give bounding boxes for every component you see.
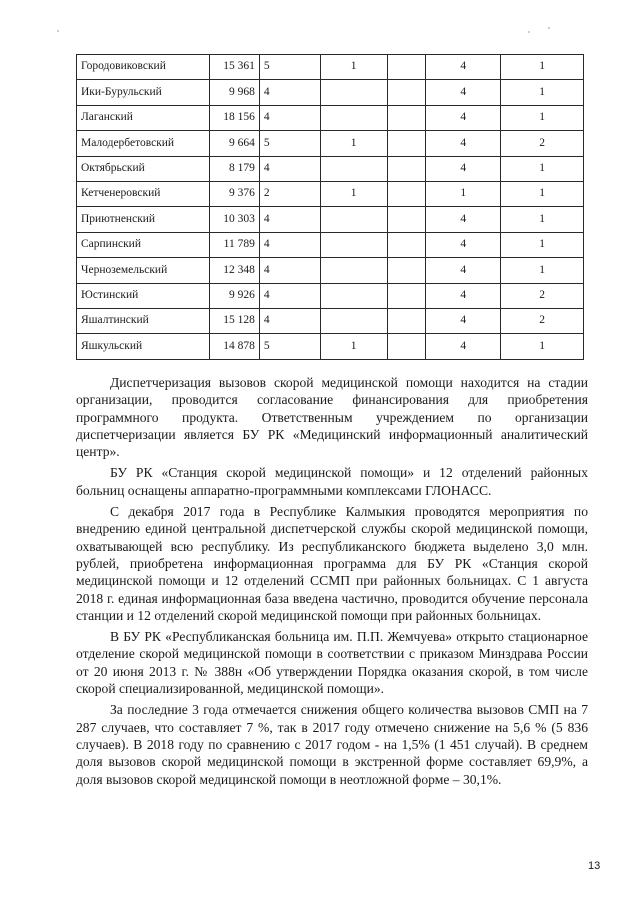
value-cell: 4 — [426, 80, 501, 105]
district-cell: Черноземельский — [77, 258, 210, 283]
district-cell: Яшалтинский — [77, 308, 210, 333]
value-cell: 1 — [320, 181, 387, 206]
district-cell: Малодербетовский — [77, 131, 210, 156]
value-cell: 2 — [501, 308, 584, 333]
value-cell — [387, 131, 426, 156]
value-cell: 1 — [501, 105, 584, 130]
value-cell: 4 — [259, 207, 320, 232]
table-row — [77, 156, 584, 181]
value-cell: 4 — [259, 258, 320, 283]
district-table — [76, 54, 584, 360]
value-cell: 5 — [259, 55, 320, 80]
value-cell — [387, 232, 426, 257]
population-cell: 9 664 — [209, 131, 259, 156]
population-cell: 15 128 — [209, 308, 259, 333]
value-cell: 4 — [426, 156, 501, 181]
population-cell: 9 926 — [209, 283, 259, 308]
table-row — [77, 80, 584, 105]
scan-speck — [57, 30, 59, 32]
value-cell: 4 — [426, 283, 501, 308]
value-cell — [320, 283, 387, 308]
district-cell: Лаганский — [77, 105, 210, 130]
district-cell: Приютненский — [77, 207, 210, 232]
value-cell: 4 — [426, 105, 501, 130]
district-table-body — [77, 55, 584, 360]
value-cell: 1 — [501, 80, 584, 105]
value-cell: 4 — [259, 308, 320, 333]
value-cell — [387, 258, 426, 283]
value-cell: 1 — [501, 156, 584, 181]
value-cell — [387, 156, 426, 181]
table-row — [77, 334, 584, 359]
population-cell: 14 878 — [209, 334, 259, 359]
population-cell: 9 376 — [209, 181, 259, 206]
value-cell: 4 — [259, 156, 320, 181]
value-cell — [320, 207, 387, 232]
value-cell — [387, 334, 426, 359]
district-cell: Ики-Бурульский — [77, 80, 210, 105]
district-cell: Юстинский — [77, 283, 210, 308]
population-cell: 8 179 — [209, 156, 259, 181]
table-row — [77, 131, 584, 156]
population-cell: 12 348 — [209, 258, 259, 283]
value-cell — [320, 105, 387, 130]
value-cell: 2 — [259, 181, 320, 206]
paragraph: БУ РК «Станция скорой медицинской помощи» и 12 отделений районных больниц оснащены аппаратно-программными комплексами ГЛОНАСС. — [76, 465, 588, 498]
population-cell: 10 303 — [209, 207, 259, 232]
table-row — [77, 55, 584, 80]
scan-speck — [528, 31, 530, 33]
paragraph: В БУ РК «Республиканская больница им. П.П. Жемчуева» открыто стационарное отделение скорой медицинской помощи в соответствии с приказом Минздрава России от 20 июня 2013 г. № 388н «Об утверждении Порядка оказания скорой, в том числе скорой специализированной, медицинской помощи». — [76, 629, 588, 697]
value-cell: 4 — [259, 232, 320, 257]
value-cell: 1 — [501, 258, 584, 283]
value-cell: 1 — [501, 55, 584, 80]
value-cell: 1 — [320, 55, 387, 80]
value-cell: 5 — [259, 131, 320, 156]
population-cell: 15 361 — [209, 55, 259, 80]
value-cell: 2 — [501, 283, 584, 308]
table-row — [77, 258, 584, 283]
value-cell: 4 — [426, 232, 501, 257]
table-row — [77, 207, 584, 232]
body-text — [76, 374, 588, 792]
population-cell: 11 789 — [209, 232, 259, 257]
value-cell: 4 — [426, 334, 501, 359]
value-cell: 1 — [501, 207, 584, 232]
value-cell — [387, 207, 426, 232]
value-cell — [387, 80, 426, 105]
value-cell — [320, 308, 387, 333]
table-row — [77, 105, 584, 130]
table-row — [77, 181, 584, 206]
value-cell: 1 — [501, 232, 584, 257]
value-cell: 4 — [259, 105, 320, 130]
value-cell: 4 — [426, 258, 501, 283]
district-cell: Кетченеровский — [77, 181, 210, 206]
value-cell: 4 — [426, 207, 501, 232]
page-number: 13 — [588, 860, 601, 872]
value-cell — [387, 55, 426, 80]
value-cell — [320, 156, 387, 181]
table-row — [77, 308, 584, 333]
value-cell — [320, 232, 387, 257]
value-cell: 5 — [259, 334, 320, 359]
table-row — [77, 232, 584, 257]
value-cell: 1 — [320, 131, 387, 156]
paragraph: С декабря 2017 года в Республике Калмыкия проводятся мероприятия по внедрению единой центральной диспетчерской службы скорой медицинской помощи, охватывающей всю республику. Из республиканского бюджета выделено 3,0 млн. рублей, приобретена информационная программа для БУ РК «Станция скорой медицинской помощи и 12 отделений ССМП при районных больницах. С 1 августа 2018 г. единая информационная база введена частично, проводится обучение персонала станции и 12 отделений скорой медицинской помощи при районных больницах. — [76, 504, 588, 623]
value-cell: 2 — [501, 131, 584, 156]
paragraph: За последние 3 года отмечается снижения общего количества вызовов СМП на 7 287 случаев, что составляет 7 %, так в 2017 году отмечено снижение на 5,6 % (5 836 случаев). В 2018 году по сравнению с 2017 годом - на 1,5% (1 451 случай). В среднем доля вызовов скорой медицинской помощи в экстренной форме составляет 69,9%, а доля вызовов скорой медицинской помощи в неотложной форме – 30,1%. — [76, 702, 588, 787]
value-cell — [387, 283, 426, 308]
paragraph: Диспетчеризация вызовов скорой медицинской помощи находится на стадии организации, проводится согласование финансирования для приобретения программного продукта. Ответственным учреждением по организации диспетчеризации является БУ РК «Медицинский информационный аналитический центр». — [76, 375, 588, 460]
value-cell: 4 — [426, 131, 501, 156]
value-cell — [320, 80, 387, 105]
district-cell: Сарпинский — [77, 232, 210, 257]
table-row — [77, 283, 584, 308]
value-cell — [387, 181, 426, 206]
scan-speck — [548, 27, 550, 29]
value-cell — [320, 258, 387, 283]
value-cell: 1 — [501, 334, 584, 359]
population-cell: 9 968 — [209, 80, 259, 105]
district-cell: Городовиковский — [77, 55, 210, 80]
value-cell: 1 — [501, 181, 584, 206]
population-cell: 18 156 — [209, 105, 259, 130]
value-cell: 4 — [259, 80, 320, 105]
district-cell: Яшкульский — [77, 334, 210, 359]
value-cell — [387, 308, 426, 333]
value-cell: 1 — [426, 181, 501, 206]
value-cell: 4 — [426, 55, 501, 80]
district-cell: Октябрьский — [77, 156, 210, 181]
value-cell — [387, 105, 426, 130]
value-cell: 4 — [426, 308, 501, 333]
value-cell: 4 — [259, 283, 320, 308]
value-cell: 1 — [320, 334, 387, 359]
